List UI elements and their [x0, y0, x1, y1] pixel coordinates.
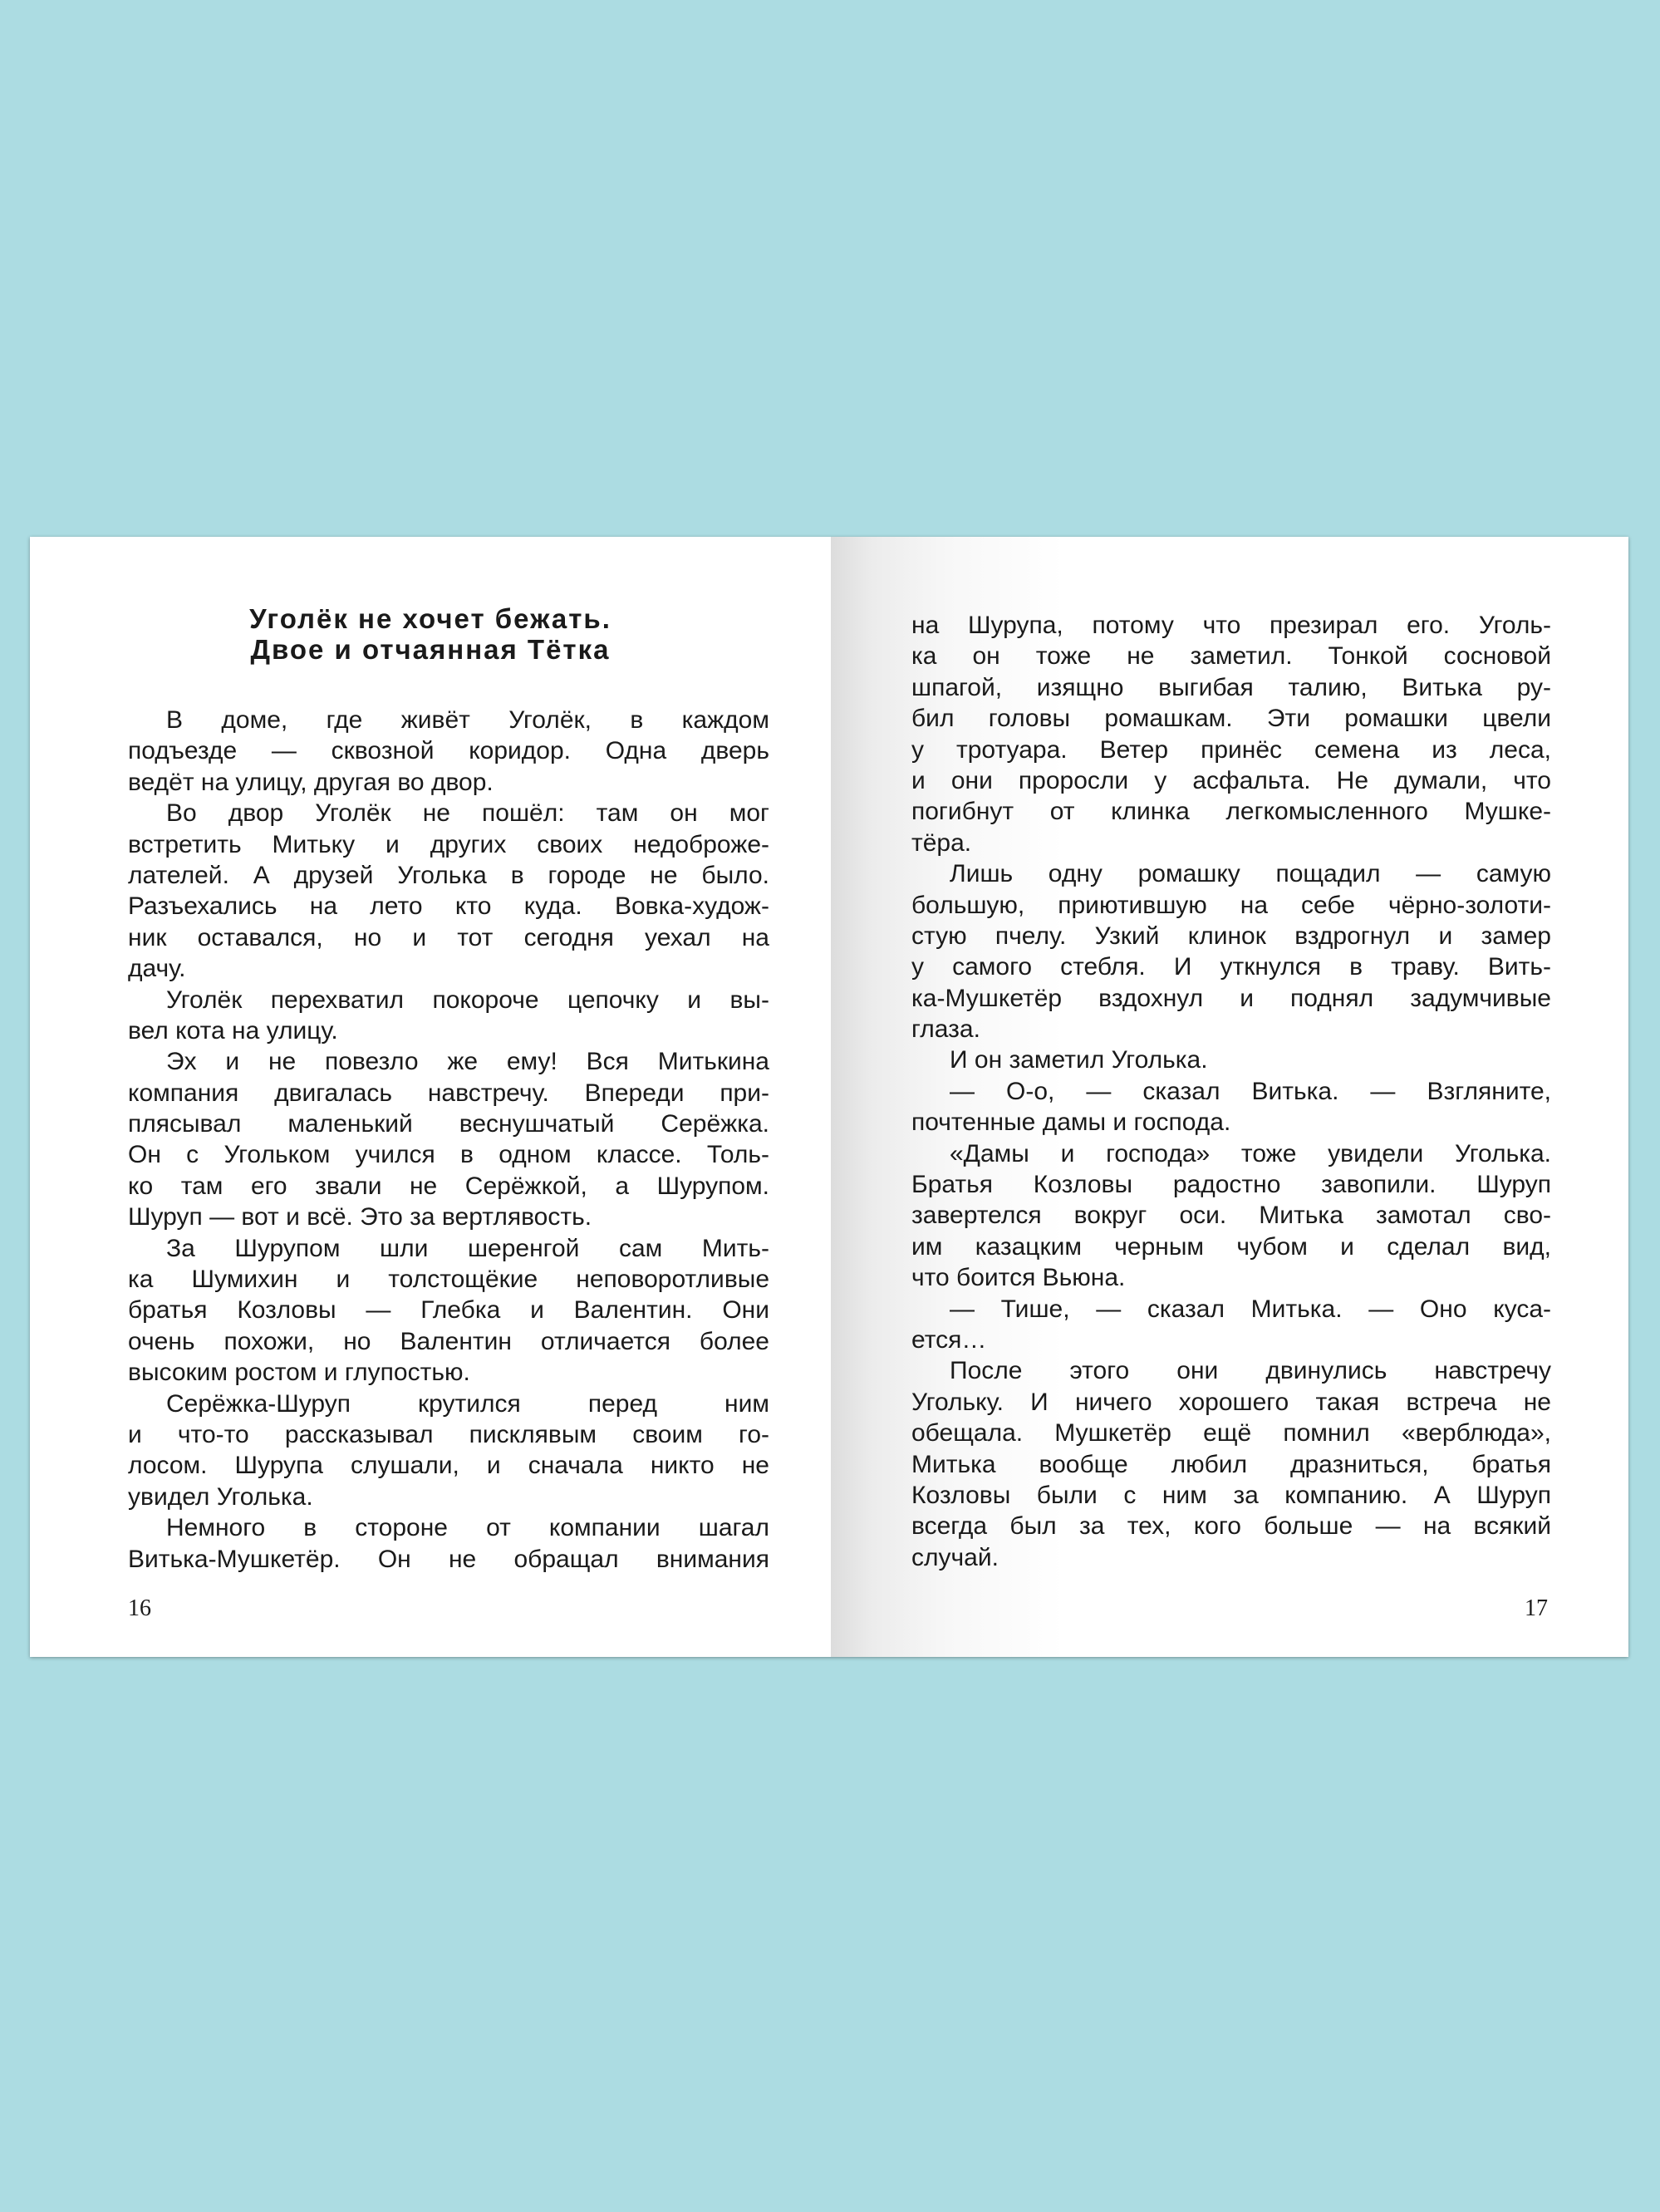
text-line: компания двигалась навстречу. Впереди при-: [128, 1079, 769, 1107]
text-line: случай.: [911, 1543, 999, 1571]
text-line: Козловы были с ним за компанию. А Шуруп: [911, 1481, 1551, 1509]
text-line: Серёжка-Шуруп крутился перед ним: [166, 1389, 769, 1418]
chapter-title: [30, 603, 831, 665]
text-line: Он с Угольком учился в одном классе. Толь-: [128, 1141, 769, 1169]
text-line: Митька вообще любил дразниться, братья: [911, 1450, 1551, 1478]
right-page-text: [911, 610, 1551, 1573]
text-line: Разъехались на лето кто куда. Вовка-худож-: [128, 892, 769, 921]
text-line: ка Шумихин и толстощёкие неповоротливые: [128, 1266, 769, 1294]
text-line: Шуруп — вот и всё. Это за вертлявость.: [128, 1203, 592, 1231]
text-line: большую, приютившую на себе чёрно-золоти-: [911, 891, 1551, 919]
text-line: ведёт на улицу, другая во двор.: [128, 768, 494, 796]
text-line: Братья Козловы радостно завопили. Шуруп: [911, 1171, 1551, 1199]
text-line: братья Козловы — Глебка и Валентин. Они: [128, 1296, 769, 1325]
text-line: Лишь одну ромашку пощадил — самую: [950, 860, 1551, 888]
text-line: Уголёк перехватил покороче цепочку и вы-: [166, 986, 769, 1014]
page-number-left: 16: [128, 1595, 151, 1621]
text-line: За Шурупом шли шеренгой сам Мить-: [166, 1234, 769, 1262]
text-line: на Шурупа, потому что презирал его. Уголь-: [911, 612, 1551, 639]
page-number-right: 17: [1525, 1595, 1548, 1621]
text-line: плясывал маленький веснушчатый Серёжка.: [128, 1110, 769, 1138]
text-line: и они проросли у асфальта. Не думали, что: [911, 766, 1551, 794]
text-line: подъезде — сквозной коридор. Одна дверь: [128, 737, 769, 765]
text-line: и что-то рассказывал писклявым своим го-: [128, 1420, 769, 1448]
text-line: Немного в стороне от компании шагал: [166, 1514, 769, 1542]
text-line: ка-Мушкетёр вздохнул и поднял задумчивые: [911, 984, 1551, 1012]
text-line: ется…: [911, 1325, 987, 1354]
text-line: ко там его звали не Серёжкой, а Шурупом.: [128, 1172, 769, 1200]
text-line: Угольку. И ничего хорошего такая встреча не: [911, 1388, 1551, 1416]
text-line: Эх и не повезло же ему! Вся Митькина: [166, 1048, 769, 1076]
text-line: очень похожи, но Валентин отличается более: [128, 1327, 769, 1355]
text-line: у самого стебля. И уткнулся в траву. Вить-: [911, 953, 1551, 981]
text-line: бил головы ромашкам. Эти ромашки цвели: [911, 705, 1551, 733]
text-line: «Дамы и господа» тоже увидели Уголька.: [950, 1139, 1551, 1167]
text-line: И он заметил Уголька.: [950, 1046, 1208, 1074]
text-line: глаза.: [911, 1015, 980, 1044]
text-line: им казацким черным чубом и сделал вид,: [911, 1232, 1551, 1261]
text-line: высоким ростом и глупостью.: [128, 1359, 470, 1387]
text-line: шпагой, изящно выгибая талию, Витька ру-: [911, 673, 1551, 701]
text-line: увидел Уголька.: [128, 1482, 313, 1511]
text-line: встретить Митьку и других своих недоброже-: [128, 830, 769, 858]
text-line: стую пчелу. Узкий клинок вздрогнул и замер: [911, 922, 1551, 950]
text-line: Витька-Мушкетёр. Он не обращал внимания: [128, 1545, 769, 1573]
text-line: обещала. Мушкетёр ещё помнил «верблюда»,: [911, 1419, 1551, 1448]
text-line: у тротуара. Ветер принёс семена из леса,: [911, 735, 1551, 764]
chapter-title-line: Уголёк не хочет бежать.: [249, 603, 611, 634]
text-line: лателей. А друзей Уголька в городе не было.: [128, 861, 769, 889]
text-line: ка он тоже не заметил. Тонкой сосновой: [911, 642, 1551, 671]
text-line: После этого они двинулись навстречу: [950, 1357, 1551, 1385]
text-line: вел кота на улицу.: [128, 1016, 338, 1045]
left-page-text: [128, 705, 769, 1575]
book-spread: [30, 537, 1628, 1657]
text-line: — Тише, — сказал Митька. — Оно куса-: [950, 1295, 1551, 1323]
text-line: — О-о, — сказал Витька. — Взгляните,: [950, 1077, 1551, 1105]
text-line: что боится Вьюна.: [911, 1264, 1126, 1292]
text-line: почтенные дамы и господа.: [911, 1108, 1231, 1137]
text-line: В доме, где живёт Уголёк, в каждом: [166, 706, 769, 734]
text-line: Во двор Уголёк не пошёл: там он мог: [166, 799, 769, 828]
text-line: дачу.: [128, 955, 186, 983]
text-line: погибнут от клинка легкомысленного Мушке-: [911, 798, 1551, 826]
right-page: [831, 537, 1628, 1657]
text-line: лосом. Шурупа слушали, и сначала никто не: [128, 1452, 769, 1480]
text-line: тёра.: [911, 828, 972, 857]
text-line: всегда был за тех, кого больше — на всякий: [911, 1512, 1551, 1541]
chapter-title-line: Двое и отчаянная Тётка: [250, 634, 611, 665]
text-line: завертелся вокруг оси. Митька замотал сво-: [911, 1202, 1551, 1230]
left-page: [30, 537, 831, 1657]
text-line: ник оставался, но и тот сегодня уехал на: [128, 923, 769, 951]
